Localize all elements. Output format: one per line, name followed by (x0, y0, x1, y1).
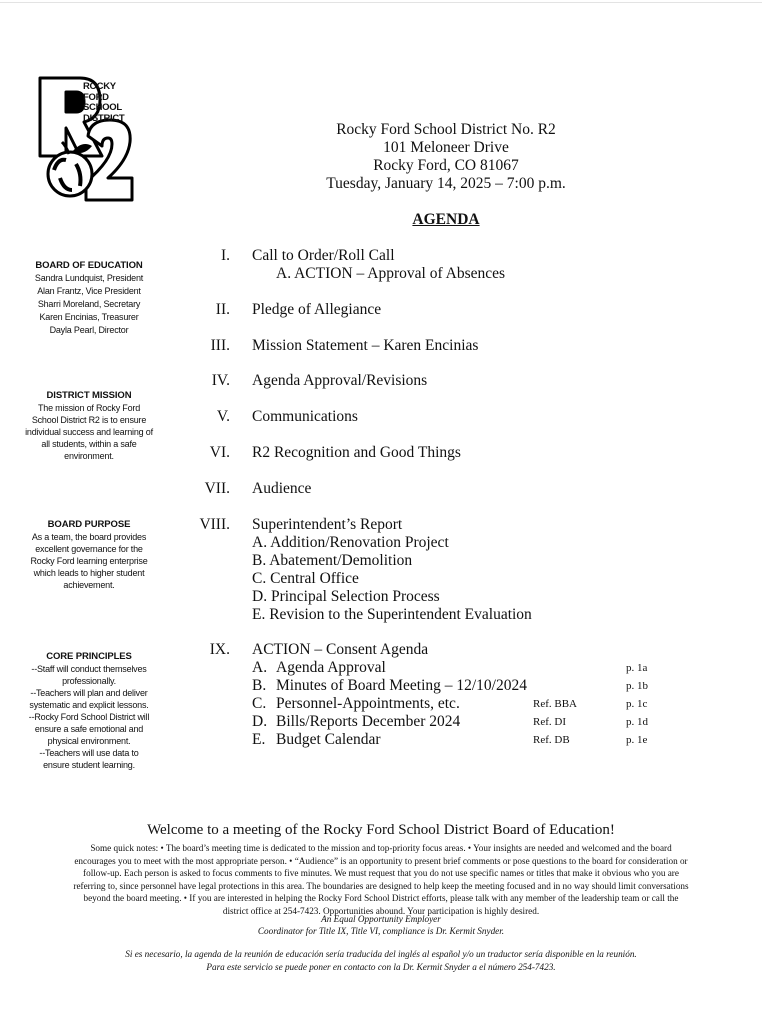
item-title: Mission Statement – Karen Encinias (252, 337, 479, 354)
agenda-title: AGENDA (412, 211, 480, 228)
consent-item-letter: B. (252, 677, 267, 694)
core-principles-section: CORE PRINCIPLES --Staff will conduct themselves professionally. --Teachers will plan and deliver systematic and explicit lessons. --Rocky Ford School District will ensure a safe emotional and physical environment. --Teachers will use data to ensure student learning. (14, 651, 164, 771)
consent-item-text: Personnel-Appointments, etc. (276, 695, 460, 712)
item-number: VII. (204, 480, 230, 497)
section-heading: CORE PRINCIPLES (46, 651, 132, 662)
consent-item-letter: D. (252, 713, 268, 730)
consent-item-page: p. 1b (626, 680, 648, 692)
item-title: Superintendent’s Report (252, 516, 403, 533)
consent-item-page: p. 1c (626, 698, 648, 710)
sub-item: A. Addition/Renovation Project (252, 534, 449, 551)
item-number: IV. (211, 372, 230, 389)
consent-item-text: Minutes of Board Meeting – 12/10/2024 (276, 677, 527, 694)
consent-item-text: Agenda Approval (276, 659, 386, 676)
item-title: Communications (252, 408, 358, 425)
item-title: Audience (252, 480, 312, 497)
board-of-education-section (14, 260, 164, 337)
item-number: VI. (209, 444, 230, 461)
item-title: ACTION – Consent Agenda (252, 641, 429, 658)
quick-notes: Some quick notes: • The board’s meeting time is dedicated to the mission and top-priority focus areas. • Your insights are needed and welcomed and the board encourages you to meet with the most appropriate person. • “Audience” is an opportunity to present brief comments or pose questions to the board for consideration or follow-up. Each person is asked to focus comments to five minutes. We must request that you do not use specific names or titles that make it obvious who you are referring to, since personnel have legal protections in this area. The boundaries are designed to help keep the meeting focused and in no way should limit conversations beyond the board meeting. • If you are interested in helping the Rocky Ford School District efforts, please talk with any member of the leadership team or call the district office at 254-7423. Opportunities abound. Your participation is highly desired. (73, 843, 689, 916)
sub-item: B. Abatement/Demolition (252, 552, 413, 569)
consent-item-text: Bills/Reports December 2024 (276, 713, 461, 730)
sub-item: D. Principal Selection Process (252, 588, 440, 605)
item-number: II. (215, 301, 230, 318)
meeting-datetime: Tuesday, January 14, 2025 – 7:00 p.m. (326, 175, 566, 192)
section-heading: BOARD PURPOSE (47, 519, 131, 530)
item-number: VIII. (199, 516, 230, 533)
board-member: Karen Encinias, Treasurer (39, 312, 139, 322)
district-mission-section: DISTRICT MISSION The mission of Rocky Ford School District R2 is to ensure individual success and learning of all students, within a safe environment. (14, 390, 164, 462)
consent-item-page: p. 1d (626, 716, 648, 728)
board-member: Alan Frantz, Vice President (37, 286, 141, 296)
board-purpose-section: BOARD PURPOSE As a team, the board provides excellent governance for the Rocky Ford learning enterprise which leads to higher student achievement. (14, 519, 164, 591)
consent-item-letter: E. (252, 731, 266, 748)
logo-text: ROCKY FORD SCHOOL DISTRICT (83, 81, 125, 124)
sub-item: A. ACTION – Approval of Absences (276, 265, 506, 282)
consent-item-text: Budget Calendar (276, 731, 381, 748)
item-title: Call to Order/Roll Call (252, 247, 395, 264)
district-city: Rocky Ford, CO 81067 (373, 157, 519, 174)
consent-item-ref: Ref. BBA (533, 698, 577, 710)
board-member: Dayla Pearl, Director (49, 325, 129, 335)
sub-item: C. Central Office (252, 570, 359, 587)
spanish-notice: Si es necesario, la agenda de la reunión de educación sería traducida del inglés al español y/o un traductor sería disponible en la reunión. Para este servicio se puede poner en contacto con la Dr. Kermit Snyder a el número 254-7423. (125, 949, 637, 972)
board-member: Sandra Lundquist, President (34, 273, 144, 283)
sub-item: E. Revision to the Superintendent Evaluation (252, 606, 532, 623)
consent-item-ref: Ref. DB (533, 734, 570, 746)
consent-item-page: p. 1a (626, 662, 648, 674)
district-address: 101 Meloneer Drive (383, 139, 509, 156)
welcome-message: Welcome to a meeting of the Rocky Ford School District Board of Education! (147, 822, 615, 838)
section-heading: DISTRICT MISSION (46, 390, 132, 401)
equal-opportunity-notice: An Equal Opportunity Employer Coordinator for Title IX, Title VI, compliance is Dr. Kermit Snyder. (257, 914, 505, 936)
item-number: I. (220, 247, 230, 264)
meeting-header (300, 121, 592, 193)
item-number: III. (210, 337, 230, 354)
consent-item-ref: Ref. DI (533, 716, 566, 728)
top-border (0, 2, 762, 3)
consent-item-letter: A. (252, 659, 268, 676)
item-title: Pledge of Allegiance (252, 301, 382, 318)
item-title: R2 Recognition and Good Things (252, 444, 461, 461)
consent-item-page: p. 1e (626, 734, 648, 746)
board-member: Sharri Moreland, Secretary (37, 299, 141, 309)
section-heading: BOARD OF EDUCATION (35, 260, 143, 271)
item-number: V. (216, 408, 230, 425)
item-number: IX. (209, 641, 230, 658)
consent-item-letter: C. (252, 695, 267, 712)
district-name: Rocky Ford School District No. R2 (336, 121, 556, 138)
item-title: Agenda Approval/Revisions (252, 372, 428, 389)
